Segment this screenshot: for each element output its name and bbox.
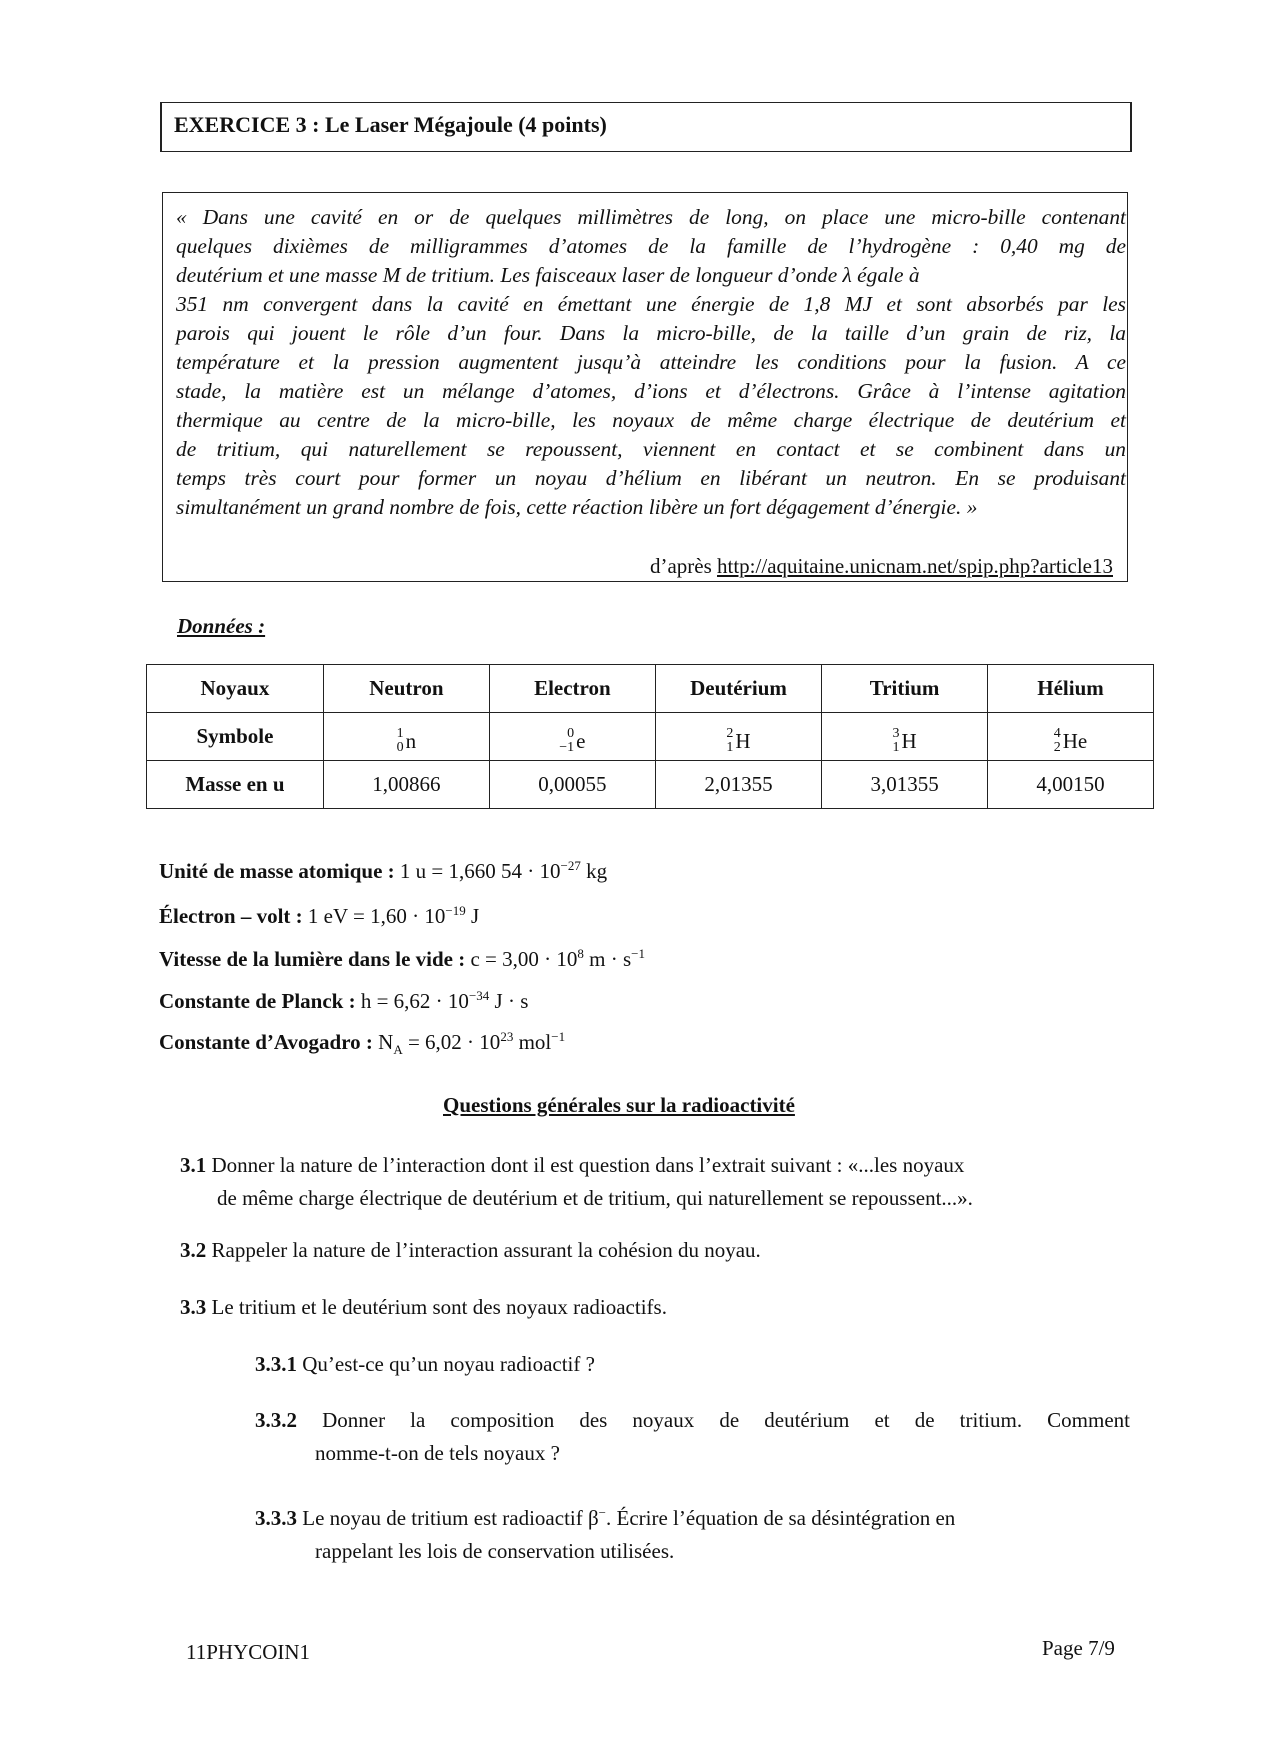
footer-code: 11PHYCOIN1 <box>186 1640 311 1664</box>
mass-number: 2 <box>726 726 734 741</box>
question-3-3-2 <box>255 1404 1130 1470</box>
symbol-cell <box>489 713 655 761</box>
quote-line: parois qui jouent le rôle d’un four. Dans la micro-bille, de la taille d’un grain de riz, la <box>176 321 1126 345</box>
question-3-2 <box>180 1234 761 1267</box>
atomic-number: 0 <box>396 740 404 755</box>
element-symbol: He <box>1062 728 1088 753</box>
atomic-number: 1 <box>726 740 734 755</box>
table-row-label: Symbole <box>147 713 324 761</box>
constant-label: Vitesse de la lumière dans le vide : <box>159 947 466 971</box>
atomic-number: 2 <box>1053 740 1061 755</box>
constant-subscript: A <box>393 1042 403 1058</box>
constant-unit: kg <box>580 859 608 883</box>
constant-value: = 6,02 · 10 <box>402 1030 501 1054</box>
constant-avogadro <box>159 1029 565 1058</box>
symbol-cell <box>655 713 821 761</box>
atomic-number: 1 <box>892 740 900 755</box>
quote-line: deutérium et une masse M de tritium. Les faisceaux laser de longueur d’onde λ égale à <box>176 263 920 287</box>
symbol-cell <box>822 713 988 761</box>
mass-cell: 3,01355 <box>822 761 988 809</box>
question-number: 3.3 <box>180 1295 207 1319</box>
quote-line: temps très court pour former un noyau d’hélium en libérant un neutron. En se produisant <box>176 466 1126 490</box>
question-number: 3.3.3 <box>255 1506 297 1530</box>
constant-value: 1 eV = 1,60 · 10 <box>302 904 446 928</box>
question-3-3-1 <box>255 1348 595 1381</box>
question-3-3-3 <box>255 1496 1130 1568</box>
constant-unit: J · s <box>489 989 529 1013</box>
table-header: Neutron <box>323 665 489 713</box>
quote-line: 351 nm convergent dans la cavité en émettant une énergie de 1,8 MJ et sont absorbés par les <box>176 292 1126 316</box>
question-text-continued: nomme-t-on de tels noyaux ? <box>315 1441 560 1465</box>
question-text: . Écrire l’équation de sa désintégration en <box>606 1506 956 1530</box>
table-header: Noyaux <box>147 665 324 713</box>
constant-label: Électron – volt : <box>159 904 303 928</box>
constant-unit-exponent: −1 <box>551 1029 566 1044</box>
constant-unit: m · s <box>583 947 632 971</box>
constant-label: Constante de Planck : <box>159 989 356 1013</box>
constant-value: c = 3,00 · 10 <box>465 947 578 971</box>
source-prefix: d’après <box>649 554 718 578</box>
constant-exponent: 23 <box>500 1029 514 1044</box>
constant-amu <box>159 858 607 884</box>
data-table <box>146 664 1154 809</box>
table-header: Electron <box>489 665 655 713</box>
mass-number: 0 <box>567 726 575 741</box>
question-text: Rappeler la nature de l’interaction assurant la cohésion du noyau. <box>206 1238 761 1262</box>
constant-label: Constante d’Avogadro : <box>159 1030 373 1054</box>
quote-line: stade, la matière est un mélange d’atomes, d’ions et d’électrons. Grâce à l’intense agitation <box>176 379 1126 403</box>
constant-ev <box>159 903 479 929</box>
mass-number: 3 <box>892 726 900 741</box>
question-text-continued: de même charge électrique de deutérium et de tritium, qui naturellement se repoussent...». <box>217 1186 973 1210</box>
atomic-number: −1 <box>559 740 575 755</box>
quote-line: de tritium, qui naturellement se repoussent, viennent en contact et se combinent dans un <box>176 437 1126 461</box>
exercise-title-box <box>160 102 1132 152</box>
mass-cell: 4,00150 <box>988 761 1154 809</box>
element-symbol: H <box>901 728 917 753</box>
quote-line: thermique au centre de la micro-bille, les noyaux de même charge électrique de deutérium et <box>176 408 1126 432</box>
quote-line: simultanément un grand nombre de fois, cette réaction libère un fort dégagement d’énergie. » <box>176 495 978 519</box>
constant-exponent: −27 <box>560 858 581 873</box>
data-heading: Données : <box>177 614 266 638</box>
quote-line: quelques dixièmes de milligrammes d’atomes de la famille de l’hydrogène : 0,40 mg de <box>176 234 1126 258</box>
question-number: 3.3.1 <box>255 1352 297 1376</box>
constant-light-speed <box>159 946 645 972</box>
constant-exponent: −34 <box>468 988 490 1003</box>
mass-cell: 2,01355 <box>655 761 821 809</box>
constant-planck <box>159 988 528 1014</box>
element-symbol: e <box>576 728 586 753</box>
constant-exponent: 8 <box>577 946 584 961</box>
constant-unit: J <box>465 904 480 928</box>
constant-unit: mol <box>513 1030 552 1054</box>
question-3-3 <box>180 1291 667 1324</box>
question-text: Le noyau de tritium est radioactif β <box>297 1506 599 1530</box>
question-number: 3.2 <box>180 1238 207 1262</box>
question-3-1 <box>180 1149 1130 1215</box>
element-symbol: n <box>405 728 417 753</box>
question-number: 3.1 <box>180 1153 207 1177</box>
mass-cell: 1,00866 <box>323 761 489 809</box>
table-header: Hélium <box>988 665 1154 713</box>
question-text: Le tritium et le deutérium sont des noyaux radioactifs. <box>206 1295 667 1319</box>
quote-box <box>162 192 1128 582</box>
constant-value: N <box>372 1030 394 1054</box>
constant-value: 1 u = 1,660 54 · 10 <box>399 859 561 883</box>
exercise-title: EXERCICE 3 : Le Laser Mégajoule (4 points) <box>174 112 607 137</box>
question-number: 3.3.2 <box>255 1408 297 1432</box>
symbol-cell <box>988 713 1154 761</box>
symbol-cell <box>323 713 489 761</box>
question-text: Qu’est-ce qu’un noyau radioactif ? <box>297 1352 595 1376</box>
quote-source <box>650 554 1113 579</box>
table-row <box>147 761 1154 809</box>
mass-number: 1 <box>396 726 404 741</box>
constant-value: h = 6,62 · 10 <box>355 989 469 1013</box>
constant-label: Unité de masse atomique : <box>159 859 395 883</box>
table-row-label: Masse en u <box>147 761 324 809</box>
beta-exponent: − <box>598 1505 607 1520</box>
element-symbol: H <box>735 728 751 753</box>
questions-heading: Questions générales sur la radioactivité <box>443 1093 795 1117</box>
quote-line: température et la pression augmentent jusqu’à atteindre les conditions pour la fusion. A ce <box>176 350 1126 374</box>
table-row <box>147 713 1154 761</box>
mass-number: 4 <box>1053 726 1061 741</box>
footer-page-number: Page 7/9 <box>1042 1636 1115 1660</box>
constant-unit-exponent: −1 <box>631 946 645 961</box>
source-link[interactable]: http://aquitaine.unicnam.net/spip.php?article13 <box>717 554 1113 578</box>
quote-text <box>176 203 1126 522</box>
question-text-continued: rappelant les lois de conservation utilisées. <box>315 1539 675 1563</box>
table-header: Tritium <box>822 665 988 713</box>
constant-exponent: −19 <box>445 903 466 918</box>
mass-cell: 0,00055 <box>489 761 655 809</box>
question-text: Donner la nature de l’interaction dont il est question dans l’extrait suivant : «...les noyaux <box>206 1153 965 1177</box>
table-header: Deutérium <box>655 665 821 713</box>
table-header-row <box>147 665 1154 713</box>
quote-line: « Dans une cavité en or de quelques millimètres de long, on place une micro-bille contenant <box>176 205 1126 229</box>
question-text: Donner la composition des noyaux de deutérium et de tritium. Comment <box>297 1408 1130 1432</box>
